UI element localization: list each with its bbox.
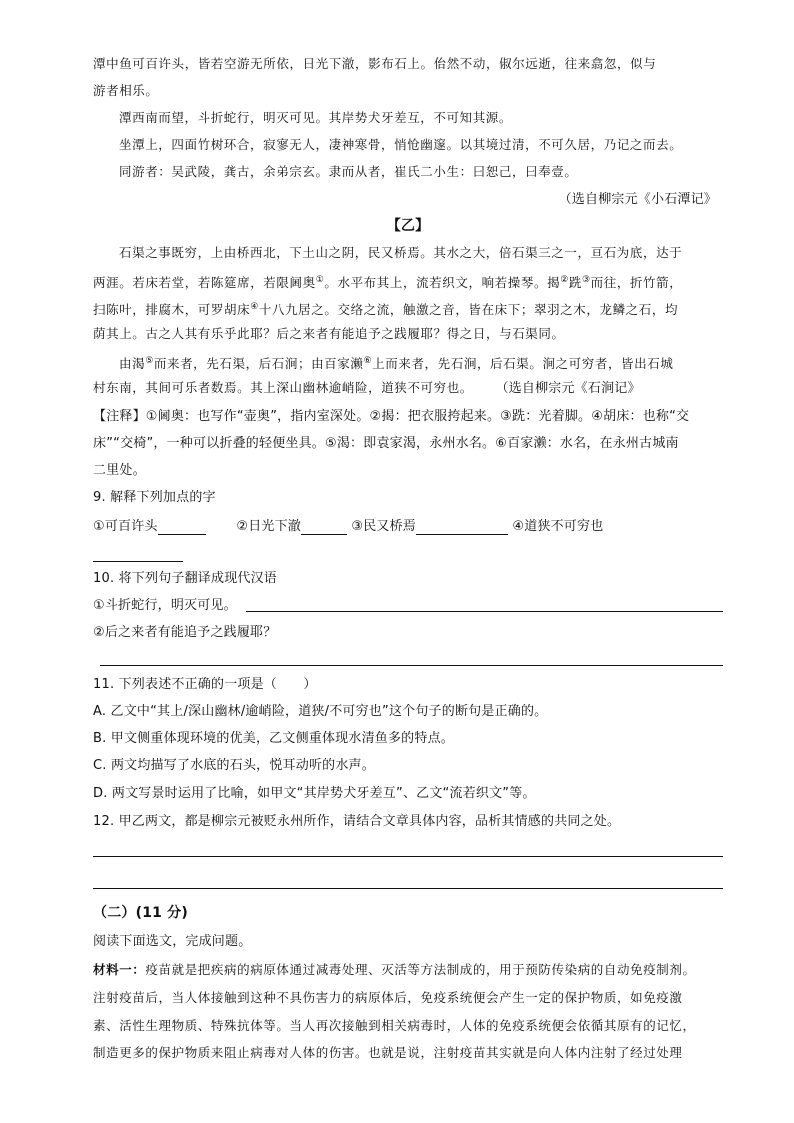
q12-stem: 12. 甲乙两文，都是柳宗元被贬永州所作，请结合文章具体内容，品析其情感的共同之处。 bbox=[93, 814, 621, 829]
q9-item-c: ③民又桥焉 bbox=[351, 519, 416, 534]
material-1-line-1 bbox=[93, 962, 723, 978]
q12-answer-line-1[interactable] bbox=[93, 856, 723, 857]
yi-line-3-b: 十八九居之。交络之流，触激之音，皆在床下；翠羽之木，龙鳞之石，均 bbox=[258, 302, 679, 318]
yi-line-5-a: 由渴 bbox=[119, 356, 146, 372]
material-1-line-3: 素、活性生理物质、特殊抗体等。当人再次接触到相关病毒时，人体的免疫系统便会依循其原有的记忆， bbox=[93, 1018, 696, 1033]
yi-line-2-a: 两涯。若床若堂，若陈筵席，若限阃奥 bbox=[93, 275, 316, 291]
notes-line-1: 【注释】①阃奥：也写作“壶奥”，指内室深处。②揭：把衣服挎起来。③跣：光着脚。④胡床：也称“交 bbox=[93, 409, 690, 424]
notes-line-3: 二里处。 bbox=[93, 463, 146, 478]
note-mark-2: ② bbox=[560, 275, 569, 285]
note-mark-5: ⑤ bbox=[145, 356, 154, 366]
note-mark-3: ③ bbox=[581, 275, 591, 285]
q9-item-a: ①可百许头 bbox=[93, 519, 158, 534]
jia-line-1: 潭中鱼可百许头，皆若空游无所依，日光下澈，影布石上。佁然不动，俶尔远逝，往来翕忽，似与 bbox=[93, 56, 657, 71]
q10-item-a: ①斗折蛇行，明灭可见。 bbox=[93, 598, 237, 613]
section-2-title: （二）(11 分) bbox=[93, 905, 188, 921]
material-1-label: 材料一： bbox=[93, 962, 146, 977]
yi-line-5-b: 而来者，先石渠，后石涧；由百家濑 bbox=[153, 356, 364, 372]
yi-line-1: 石渠之事既穷，上由桥西北，下土山之阴，民又桥焉。其水之大，倍石渠三之一，亘石为底，达于 bbox=[119, 245, 683, 260]
q10-stem: 10. 将下列句子翻译成现代汉语 bbox=[93, 571, 278, 586]
note-mark-6: ⑥ bbox=[363, 356, 373, 366]
yi-line-2-d: 而往，折竹箭， bbox=[590, 275, 683, 291]
yi-line-6 bbox=[93, 380, 723, 397]
q11-option-a[interactable]: A. 乙文中“其上/深山幽林/逾峭险，道狭/不可穷也”这个句子的断句是正确的。 bbox=[93, 704, 548, 719]
yi-line-4: 荫其上。古之人其有乐乎此耶？后之来者有能追予之践履耶？得之日，与石渠同。 bbox=[93, 326, 565, 341]
q10-answer-b[interactable] bbox=[100, 665, 723, 666]
yi-line-2-b: 。水平布其上，流若织文，响若操琴。揭 bbox=[324, 275, 561, 291]
jia-line-2: 游者相乐。 bbox=[93, 83, 159, 98]
q11-option-c[interactable]: C. 两文均描写了水底的石头，悦耳动听的水声。 bbox=[93, 758, 375, 773]
jia-line-3: 潭西南而望，斗折蛇行，明灭可见。其岸势犬牙差互，不可知其源。 bbox=[119, 110, 513, 125]
jia-source: （选自柳宗元《小石潭记》 bbox=[558, 192, 717, 207]
q9-answer-a[interactable] bbox=[158, 520, 206, 535]
yi-source: （选自柳宗元《石涧记》 bbox=[495, 381, 641, 396]
material-1-line-4: 制造更多的保护物质来阻止病毒对人体的伤害。也就是说，注射疫苗其实就是向人体内注射了经过处理 bbox=[93, 1045, 683, 1060]
note-mark-1: ① bbox=[315, 275, 325, 285]
q9-items bbox=[93, 519, 723, 535]
yi-line-3-a: 扫陈叶，排腐木，可罗胡床 bbox=[93, 302, 251, 318]
q9-answer-d[interactable] bbox=[93, 561, 183, 562]
q11-option-d[interactable]: D. 两文写景时运用了比喻，如甲文“其岸势犬牙差互”、乙文“流若织文”等。 bbox=[93, 786, 536, 801]
yi-line-2 bbox=[93, 272, 723, 291]
yi-line-5-c: 上而来者，先石涧，后石渠。涧之可穷者，皆出石城 bbox=[372, 356, 674, 372]
yi-line-2-c: 跣 bbox=[568, 275, 582, 291]
note-mark-4: ④ bbox=[250, 302, 259, 312]
q9-answer-b[interactable] bbox=[301, 520, 347, 535]
q12-answer-line-2[interactable] bbox=[93, 888, 723, 889]
jia-line-4: 坐潭上，四面竹树环合，寂寥无人，凄神寒骨，悄怆幽邃。以其境过清，不可久居，乃记之而去。 bbox=[119, 137, 683, 152]
jia-line-5: 同游者：吴武陵，龚古，余弟宗玄。隶而从者，崔氏二小生：曰恕己，曰奉壹。 bbox=[119, 164, 578, 179]
q10-answer-a[interactable] bbox=[246, 611, 723, 612]
section-2-instruction: 阅读下面选文，完成问题。 bbox=[93, 934, 252, 949]
q10-item-b: ②后之来者有能追予之践履耶？ bbox=[93, 625, 277, 640]
q9-answer-c[interactable] bbox=[416, 520, 508, 535]
q9-stem: 9. 解释下列加点的字 bbox=[93, 490, 216, 505]
yi-line-6-text: 村东南，其间可乐者数焉。其上深山幽林逾峭险，道狭不可穷也。 bbox=[93, 380, 473, 395]
material-1-line-2: 注射疫苗后，当人体接触到这种不具伤害力的病原体后，免疫系统便会产生一定的保护物质，如免疫激 bbox=[93, 990, 683, 1005]
q11-option-b[interactable]: B. 甲文侧重体现环境的优美，乙文侧重体现水清鱼多的特点。 bbox=[93, 731, 454, 746]
q9-item-d: ④道狭不可穷也 bbox=[512, 519, 604, 534]
material-1-text-1: 疫苗就是把疾病的病原体通过减毒处理、灭活等方法制成的，用于预防传染病的自动免疫制剂。 bbox=[145, 962, 696, 977]
notes-line-2: 床”“交椅”，一种可以折叠的轻便坐具。⑤渴：即袁家渴，永州水名。⑥百家濑：水名，在永州古城南 bbox=[93, 436, 679, 451]
q11-stem: 11. 下列表述不正确的一项是（ ） bbox=[93, 677, 317, 692]
yi-line-3 bbox=[93, 299, 723, 318]
yi-title: 【乙】 bbox=[386, 218, 430, 234]
q9-item-b: ②日光下澈 bbox=[236, 519, 301, 534]
yi-line-5 bbox=[93, 353, 723, 372]
